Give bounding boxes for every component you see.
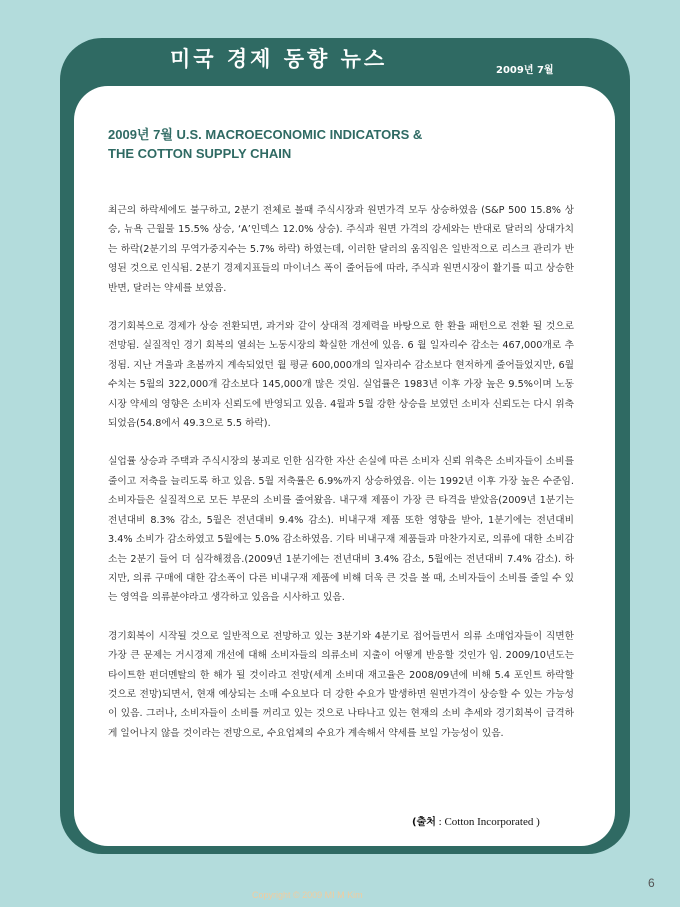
article-title-line-2: THE COTTON SUPPLY CHAIN <box>108 146 292 161</box>
paragraph-4: 경기회복이 시작될 것으로 일반적으로 전망하고 있는 3분기와 4분기로 접어들면서 의류 소매업자들이 직면한 가장 큰 문제는 거시경제 개선에 대해 소비자들의 의류소비 지출이 어떻게 반응할 것인가 임. 2009/10년도는 타이트한 펀더멘탈의 한 해가 될 것이라고 전망(세계 소비대 재고율은 2008/09년에 비해 5.4 포인트 하락할 것으로 전망)되면서, 현재 예상되는 소매 수요보다 더 강한 수요가 발생하면 원면가격이 상승할 수 있는 가능성이 있음. 그러나, 소비자들이 소비를 꺼리고 있는 것으로 나타나고 있는 현재의 소비 추세와 경기회복이 급격하게 일어나지 않을 것이라는 전망으로, 수요업체의 수요가 계속해서 약세를 보일 가능성이 있음. <box>108 630 574 739</box>
copyright-notice: Copyright © 2009 MI M Kim <box>252 890 363 900</box>
article-body <box>108 201 574 762</box>
source-citation <box>412 815 540 830</box>
source-text: : Cotton Incorporated ) <box>435 816 540 828</box>
article-title-line-1: 2009년 7월 U.S. MACROECONOMIC INDICATORS & <box>108 127 423 142</box>
article-title <box>108 125 518 163</box>
paragraph-2: 경기회복으로 경제가 상승 전환되면, 과거와 같이 상대적 경제력을 바탕으로 한 환율 패턴으로 전환 될 것으로 전망됨. 실질적인 경기 회복의 열쇠는 노동시장의 확실한 개선에 있음. 6 월 일자리수 감소는 467,000개로 추정됨. 지난 겨울과 초봄까지 계속되었던 월 평균 600,000개의 일자리수 감소보다 현저하게 줄어들었지만, 6월 수치는 5월의 322,000개 감소보다 145,000개 많은 것임. 실업률은 1983년 이후 가장 높은 9.5%이며 노동시장 약세의 영향은 소비자 신뢰도에 반영되고 있음. 4월과 5월 강한 상승을 보였던 소비자 신뢰도는 다시 위축되었음(54.8에서 49.3으로 5.5 하락). <box>108 321 574 430</box>
source-label: (출처 <box>412 817 436 828</box>
paragraph-3: 실업률 상승과 주택과 주식시장의 붕괴로 인한 심각한 자산 손실에 따른 소비자 신뢰 위축은 소비자들이 소비를 줄이고 저축을 늘리도록 하고 있음. 5월 저축률은 6.9%까지 상승하였음. 이는 1992년 이후 가장 높은 수준임. 소비자들은 실질적으로 모든 부문의 소비를 줄여왔음. 내구재 제품이 가장 큰 타격을 받았음(2009년 1분기는 전년대비 8.3% 감소, 5월은 전년대비 9.4% 감소). 비내구재 제품 또한 영향을 받아, 1분기에는 전년대비 3.4% 소비가 감소하였고 5월에는 5.0% 감소하였음. 기타 비내구재 제품들과 마찬가지로, 의류에 대한 소비감소는 2분기 들어 더 심각해졌음.(2009년 1분기에는 전년대비 3.4% 감소, 5월에는 전년대비 7.4% 감소). 하지만, 의류 구매에 대한 감소폭이 다른 비내구재 제품에 비해 더욱 큰 것을 볼 때, 소비자들이 소비를 줄일 수 있는 영역을 의류분야라고 생각하고 있음을 시사하고 있음. <box>108 456 574 604</box>
page-number: 6 <box>648 876 655 890</box>
paragraph-1: 최근의 하락세에도 불구하고, 2분기 전체로 볼때 주식시장과 원면가격 모두 상승하였음 (S&P 500 15.8% 상승, 뉴욕 근월물 15.5% 상승, ‘A’인덱스 12.0% 상승). 주식과 원면 가격의 강세와는 반대로 달러의 상대가치는 하락(2분기의 무역가중지수는 5.7% 하락) 하였는데, 이러한 달러의 움직임은 일반적으로 리스크 관리가 반영된 것으로 인식됨. 2분기 경제지표들의 마이너스 폭이 줄어듬에 따라, 주식과 원면시장이 활기를 띠고 상승한 반면, 달러는 약세를 보였음. <box>108 205 574 294</box>
issue-date: 2009년 7월 <box>496 65 554 76</box>
newsletter-title: 미국 경제 동향 뉴스 <box>170 47 388 71</box>
